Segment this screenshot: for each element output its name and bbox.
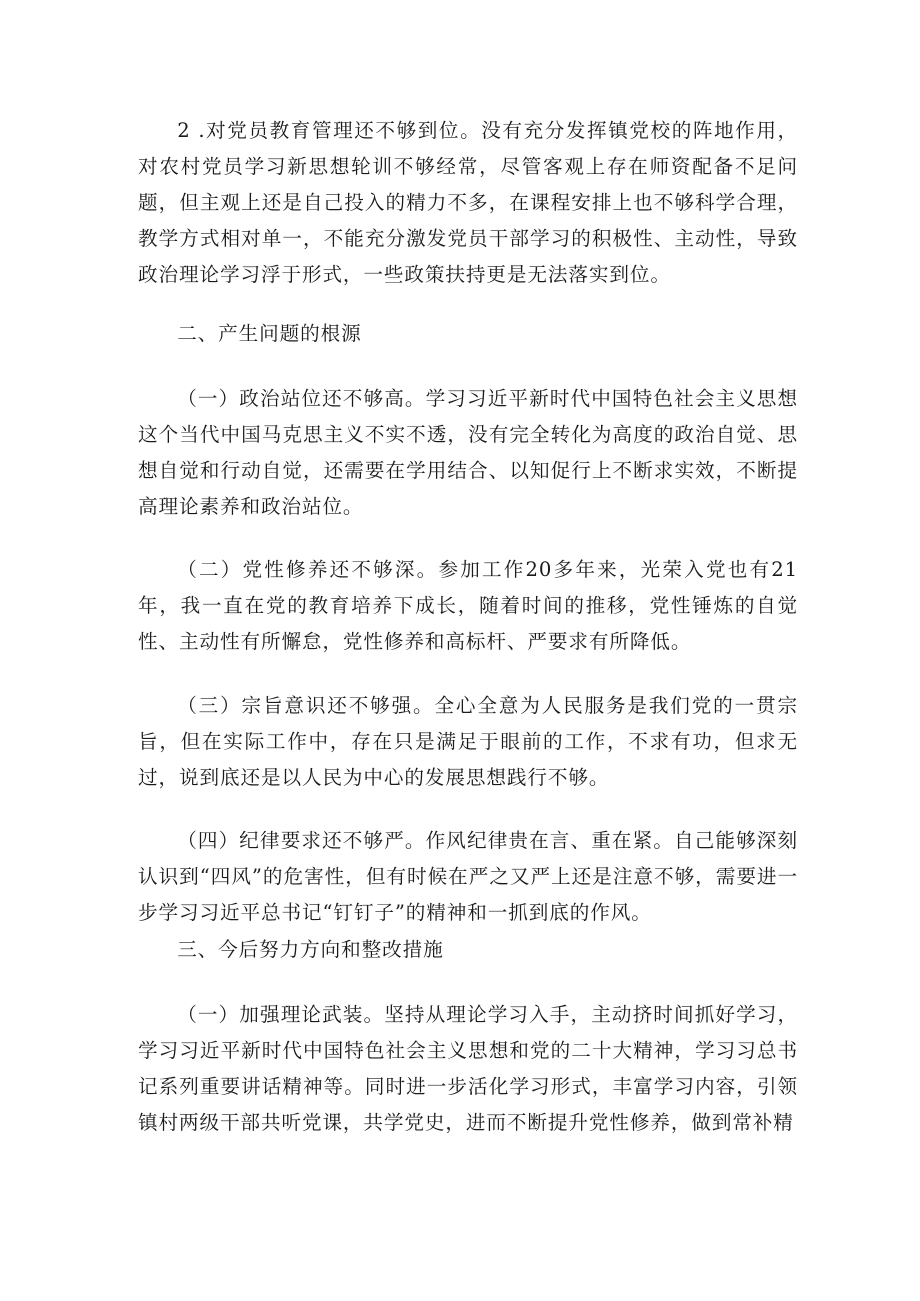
paragraph-discipline-requirements: （四）纪律要求还不够严。作风纪律贵在言、重在紧。自己能够深刻认识到“四风”的危害性，但有时候在严之又严上还是注意不够，需要进一步学习习近平总书记“钉钉子”的精神和一抓到底的作风。 xyxy=(138,829,798,924)
section-heading-root-causes: 二、产生问题的根源 xyxy=(177,322,362,345)
paragraph-political-stance: （一）政治站位还不够高。学习习近平新时代中国特色社会主义思想这个当代中国马克思主义不实不透，没有完全转化为高度的政治自觉、思想自觉和行动自觉，还需要在学用结合、以知促行上不断求实效，不断提高理论素养和政治站位。 xyxy=(138,387,798,518)
paragraph-party-education-management: 2 .对党员教育管理还不够到位。没有充分发挥镇党校的阵地作用，对农村党员学习新思想轮训不够经常，尽管客观上存在师资配备不足问题，但主观上还是自己投入的精力不多，在课程安排上也不够科学合理，教学方式相对单一，不能充分激发党员干部学习的积极性、主动性，导致政治理论学习浮于形式，一些政策扶持更是无法落实到位。 xyxy=(138,119,798,286)
paragraph-theoretical-study: （一）加强理论武装。坚持从理论学习入手，主动挤时间抓好学习，学习习近平新时代中国特色社会主义思想和党的二十大精神，学习习总书记系列重要讲话精神等。同时进一步活化学习形式，丰富学习内容，引领镇村两级干部共听党课，共学党史，进而不断提升党性修养，做到常补精 xyxy=(138,1003,798,1134)
paragraph-purpose-awareness: （三）宗旨意识还不够强。全心全意为人民服务是我们党的一贯宗旨，但在实际工作中，存在只是满足于眼前的工作，不求有功，但求无过，说到底还是以人民为中心的发展思想践行不够。 xyxy=(138,694,798,789)
paragraph-party-spirit: （二）党性修养还不够深。参加工作20多年来，光荣入党也有21年，我一直在党的教育培养下成长，随着时间的推移，党性锤炼的自觉性、主动性有所懈怠，党性修养和高标杆、严要求有所降低。 xyxy=(138,558,798,653)
section-heading-rectification-measures: 三、今后努力方向和整改措施 xyxy=(177,938,444,961)
